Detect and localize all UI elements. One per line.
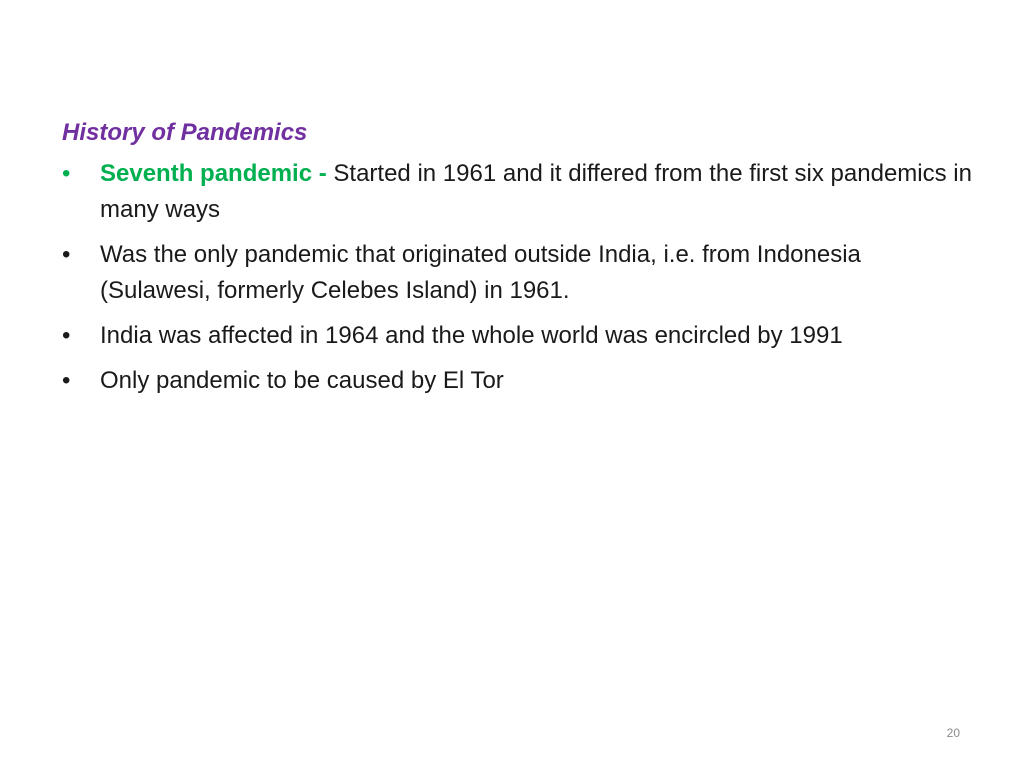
bullet-item — [62, 363, 972, 399]
bullet-text: Only pandemic to be caused by El Tor — [100, 367, 504, 394]
bullet-text: Started in 1961 and it differed from the first six pandemics in many ways — [100, 160, 972, 223]
bullet-item — [62, 237, 972, 309]
bullet-icon: • — [62, 160, 71, 187]
bullet-item — [62, 156, 972, 228]
slide-content — [62, 118, 972, 408]
bullet-item — [62, 318, 972, 354]
bullet-icon: • — [62, 322, 71, 349]
bullet-list — [62, 156, 972, 399]
bullet-text: India was affected in 1964 and the whole world was encircled by 1991 — [100, 322, 843, 349]
bullet-text: Was the only pandemic that originated outside India, i.e. from Indonesia (Sulawesi, formerly Celebes Island) in 1961. — [100, 241, 861, 304]
slide-heading: History of Pandemics — [62, 119, 308, 146]
bullet-icon: • — [62, 241, 71, 268]
page-number: 20 — [946, 726, 960, 740]
bullet-lead: Seventh pandemic - — [100, 160, 327, 187]
bullet-icon: • — [62, 367, 71, 394]
